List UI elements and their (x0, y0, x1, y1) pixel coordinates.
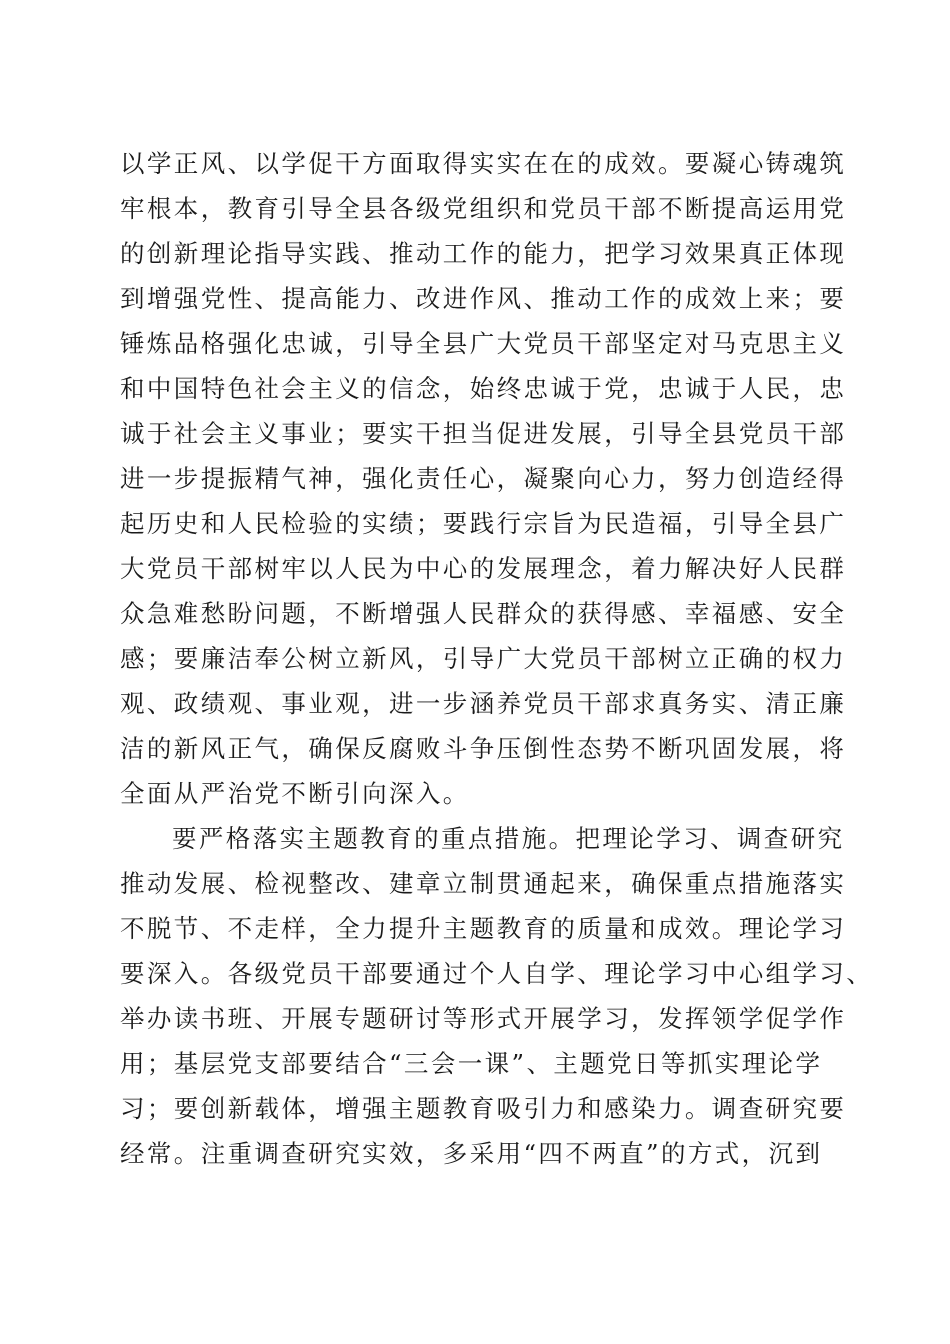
text-line: 不脱节、不走样，全力提升主题教育的质量和成效。理论学习 (120, 914, 847, 943)
text-line: 诚于社会主义事业；要实干担当促进发展，引导全县党员干部 (120, 419, 847, 448)
text-line: 习；要创新载体，增强主题教育吸引力和感染力。调查研究要 (120, 1094, 847, 1123)
text-line: 进一步提振精气神，强化责任心，凝聚向心力，努力创造经得 (120, 464, 847, 493)
paragraph-1 (120, 141, 847, 816)
text-line: 起历史和人民检验的实绩；要践行宗旨为民造福，引导全县广 (120, 509, 847, 538)
text-line: 推动发展、检视整改、建章立制贯通起来，确保重点措施落实 (120, 869, 847, 898)
text-line: 举办读书班、开展专题研讨等形式开展学习，发挥领学促学作 (120, 1004, 847, 1033)
text-line: 大党员干部树牢以人民为中心的发展理念，着力解决好人民群 (120, 554, 847, 583)
text-line: 洁的新风正气，确保反腐败斗争压倒性态势不断巩固发展，将 (120, 734, 847, 763)
text-line: 众急难愁盼问题，不断增强人民群众的获得感、幸福感、安全 (120, 599, 847, 628)
text-line: 用；基层党支部要结合“三会一课”、主题党日等抓实理论学 (120, 1049, 823, 1078)
text-line: 观、政绩观、事业观，进一步涵养党员干部求真务实、清正廉 (120, 689, 847, 718)
text-line: 和中国特色社会主义的信念，始终忠诚于党，忠诚于人民，忠 (120, 374, 847, 403)
text-line: 要深入。各级党员干部要通过个人自学、理论学习中心组学习、 (120, 959, 874, 988)
text-line: 感；要廉洁奉公树立新风，引导广大党员干部树立正确的权力 (120, 644, 847, 673)
text-line: 以学正风、以学促干方面取得实实在在的成效。要凝心铸魂筑 (120, 149, 847, 178)
paragraph-2 (120, 816, 874, 1176)
text-line: 到增强党性、提高能力、改进作风、推动工作的成效上来；要 (120, 284, 847, 313)
document-body (120, 141, 874, 1176)
text-line: 牢根本，教育引导全县各级党组织和党员干部不断提高运用党 (120, 194, 847, 223)
text-line: 经常。注重调查研究实效，多采用“四不两直”的方式，沉到 (120, 1139, 823, 1168)
text-line: 全面从严治党不断引向深入。 (120, 779, 470, 808)
text-line-indented: 要严格落实主题教育的重点措施。把理论学习、调查研究 (172, 824, 845, 853)
text-line: 锤炼品格强化忠诚，引导全县广大党员干部坚定对马克思主义 (120, 329, 847, 358)
text-line: 的创新理论指导实践、推动工作的能力，把学习效果真正体现 (120, 239, 847, 268)
